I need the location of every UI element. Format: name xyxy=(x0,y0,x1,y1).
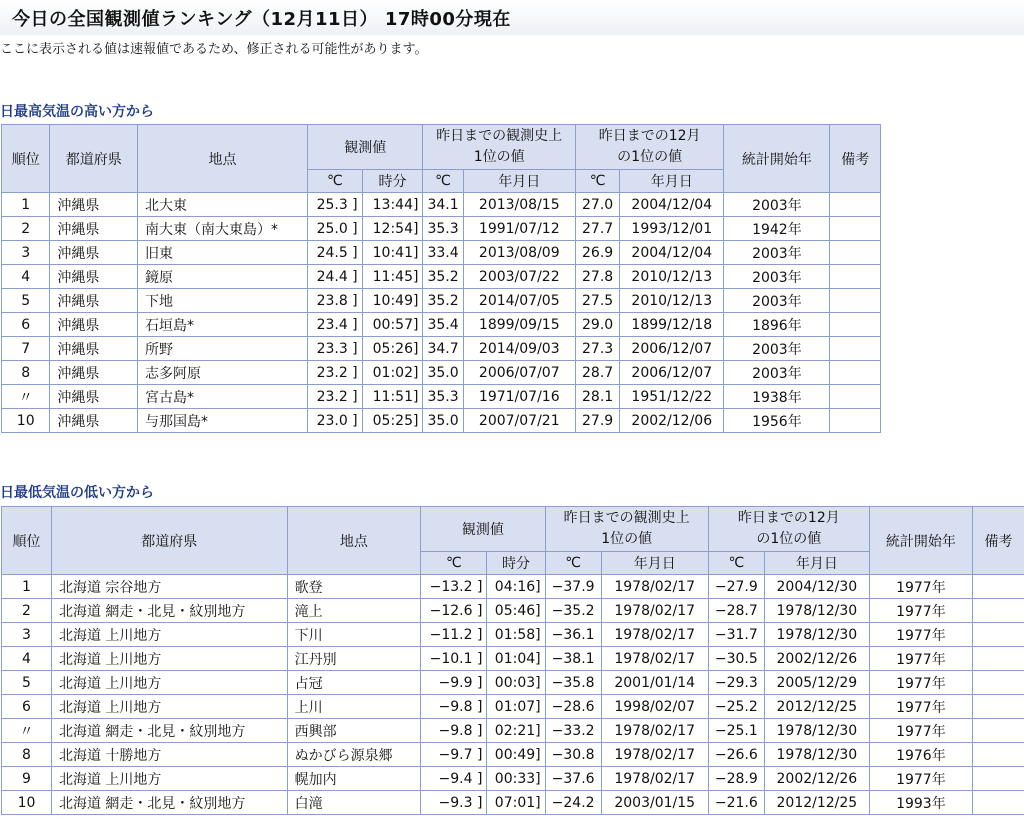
record-value-cell: −37.9 xyxy=(546,575,601,598)
record-date-cell: 1978/02/17 xyxy=(602,575,708,598)
station-cell: 所野 xyxy=(138,337,307,360)
pref-cell: 北海道 上川地方 xyxy=(52,695,287,718)
month-record-header: 昨日までの12月の1位の値 xyxy=(709,507,869,551)
observed-value-cell: −9.3 ] xyxy=(421,791,486,814)
observed-time-cell: 04:16] xyxy=(487,575,544,598)
observed-time-cell: 10:41] xyxy=(363,241,423,264)
record-value-cell: 35.3 xyxy=(423,385,462,408)
remarks-cell xyxy=(973,599,1024,622)
observed-time-cell: 13:44] xyxy=(363,193,423,216)
start-year-cell: 2003年 xyxy=(724,361,829,384)
remarks-cell xyxy=(830,385,880,408)
observed-value-cell: 23.8 ] xyxy=(308,289,362,312)
remarks-cell xyxy=(830,217,880,240)
month-celsius-header: ℃ xyxy=(576,170,619,192)
rank-cell: 8 xyxy=(2,361,49,384)
remarks-cell xyxy=(973,767,1024,790)
month-record-date-cell: 1993/12/01 xyxy=(620,217,723,240)
observed-value-cell: 24.5 ] xyxy=(308,241,362,264)
pref-cell: 北海道 上川地方 xyxy=(52,647,287,670)
table-row xyxy=(2,791,1024,814)
station-cell: 石垣島* xyxy=(138,313,307,336)
observed-time-cell: 01:04] xyxy=(487,647,544,670)
month-record-value-cell: 27.0 xyxy=(576,193,619,216)
start-year-cell: 2003年 xyxy=(724,241,829,264)
observed-time-cell: 02:21] xyxy=(487,719,544,742)
record-date-cell: 1978/02/17 xyxy=(602,743,708,766)
pref-cell: 北海道 十勝地方 xyxy=(52,743,287,766)
month-record-date-cell: 2002/12/06 xyxy=(620,409,723,432)
pref-cell: 北海道 上川地方 xyxy=(52,767,287,790)
month-record-value-cell: −21.6 xyxy=(709,791,764,814)
remarks-cell xyxy=(830,313,880,336)
observed-value-cell: −9.8 ] xyxy=(421,695,486,718)
observed-time-cell: 11:51] xyxy=(363,385,423,408)
record-date-header: 年月日 xyxy=(602,552,708,574)
page-title: 今日の全国観測値ランキング（12月11日） 17時00分現在 xyxy=(12,9,511,30)
observed-time-cell: 10:49] xyxy=(363,289,423,312)
rank-cell: 5 xyxy=(2,289,49,312)
station-cell: ぬかびら源泉郷 xyxy=(288,743,421,766)
pref-header: 都道府県 xyxy=(52,507,287,574)
record-value-cell: 35.3 xyxy=(423,217,462,240)
month-record-value-cell: 26.9 xyxy=(576,241,619,264)
start-year-cell: 1976年 xyxy=(870,743,972,766)
rank-header: 順位 xyxy=(2,507,51,574)
rank-cell: 8 xyxy=(2,743,51,766)
start-year-header: 統計開始年 xyxy=(724,125,829,192)
observed-value-cell: 23.4 ] xyxy=(308,313,362,336)
max-temp-table xyxy=(1,124,881,433)
month-record-value-cell: −25.1 xyxy=(709,719,764,742)
record-date-cell: 2007/07/21 xyxy=(464,409,575,432)
notice-text: ここに表示される値は速報値であるため、修正される可能性があります。 xyxy=(0,42,428,57)
observed-value-cell: −9.9 ] xyxy=(421,671,486,694)
month-record-value-cell: −30.5 xyxy=(709,647,764,670)
remarks-cell xyxy=(973,791,1024,814)
station-cell: 北大東 xyxy=(138,193,307,216)
table-row xyxy=(2,575,1024,598)
observed-time-cell: 12:54] xyxy=(363,217,423,240)
pref-cell: 北海道 網走・北見・紋別地方 xyxy=(52,791,287,814)
record-date-cell: 2003/01/15 xyxy=(602,791,708,814)
title-bar xyxy=(0,0,1024,35)
observed-time-cell: 00:03] xyxy=(487,671,544,694)
rank-cell: 5 xyxy=(2,671,51,694)
observed-celsius-header: ℃ xyxy=(421,552,486,574)
start-year-cell: 1977年 xyxy=(870,575,972,598)
pref-cell: 沖縄県 xyxy=(50,409,137,432)
rank-cell: 〃 xyxy=(2,719,51,742)
observed-time-cell: 05:26] xyxy=(363,337,423,360)
table-row xyxy=(2,719,1024,742)
month-record-date-cell: 2006/12/07 xyxy=(620,337,723,360)
observed-time-cell: 00:33] xyxy=(487,767,544,790)
observed-value-cell: 23.2 ] xyxy=(308,361,362,384)
table-row xyxy=(2,695,1024,718)
record-value-cell: 35.0 xyxy=(423,361,462,384)
table-row xyxy=(2,599,1024,622)
month-record-date-cell: 2002/12/26 xyxy=(765,647,869,670)
remarks-cell xyxy=(830,193,880,216)
table-row xyxy=(2,385,880,408)
observed-time-cell: 00:57] xyxy=(363,313,423,336)
pref-cell: 沖縄県 xyxy=(50,241,137,264)
record-value-cell: −36.1 xyxy=(546,623,601,646)
pref-cell: 沖縄県 xyxy=(50,313,137,336)
observed-time-cell: 01:02] xyxy=(363,361,423,384)
record-value-cell: 33.4 xyxy=(423,241,462,264)
rank-cell: 4 xyxy=(2,647,51,670)
pref-cell: 北海道 上川地方 xyxy=(52,623,287,646)
observed-celsius-header: ℃ xyxy=(308,170,362,192)
observed-value-cell: 25.0 ] xyxy=(308,217,362,240)
month-record-value-cell: 27.3 xyxy=(576,337,619,360)
pref-cell: 沖縄県 xyxy=(50,265,137,288)
pref-cell: 沖縄県 xyxy=(50,337,137,360)
record-value-cell: −38.1 xyxy=(546,647,601,670)
month-record-value-cell: 28.1 xyxy=(576,385,619,408)
observed-value-cell: −9.8 ] xyxy=(421,719,486,742)
record-date-cell: 1978/02/17 xyxy=(602,599,708,622)
record-value-cell: 35.2 xyxy=(423,289,462,312)
section-title-max: 日最高気温の高い方から xyxy=(0,104,154,120)
start-year-cell: 2003年 xyxy=(724,265,829,288)
month-record-date-cell: 1978/12/30 xyxy=(765,743,869,766)
month-celsius-header: ℃ xyxy=(709,552,764,574)
start-year-cell: 1977年 xyxy=(870,767,972,790)
record-date-cell: 1978/02/17 xyxy=(602,623,708,646)
rank-cell: 7 xyxy=(2,337,49,360)
observed-header: 観測値 xyxy=(308,125,422,169)
section-title-min: 日最低気温の低い方から xyxy=(0,485,154,501)
table-row xyxy=(2,241,880,264)
station-cell: 宮古島* xyxy=(138,385,307,408)
record-date-cell: 1998/02/07 xyxy=(602,695,708,718)
start-year-cell: 1942年 xyxy=(724,217,829,240)
month-record-value-cell: −25.2 xyxy=(709,695,764,718)
pref-cell: 沖縄県 xyxy=(50,289,137,312)
record-date-cell: 1978/02/17 xyxy=(602,647,708,670)
record-date-cell: 2001/01/14 xyxy=(602,671,708,694)
record-date-cell: 2014/07/05 xyxy=(464,289,575,312)
station-cell: 下川 xyxy=(288,623,421,646)
month-record-value-cell: −26.6 xyxy=(709,743,764,766)
rank-cell: 3 xyxy=(2,623,51,646)
start-year-cell: 1938年 xyxy=(724,385,829,408)
rank-cell: 9 xyxy=(2,767,51,790)
record-value-cell: −28.6 xyxy=(546,695,601,718)
month-record-value-cell: 28.7 xyxy=(576,361,619,384)
table-row xyxy=(2,193,880,216)
observed-time-cell: 01:58] xyxy=(487,623,544,646)
observed-time-cell: 00:49] xyxy=(487,743,544,766)
table-row xyxy=(2,671,1024,694)
month-record-date-cell: 2004/12/04 xyxy=(620,241,723,264)
month-record-date-cell: 2002/12/26 xyxy=(765,767,869,790)
station-cell: 南大東（南大東島）* xyxy=(138,217,307,240)
record-date-cell: 2013/08/15 xyxy=(464,193,575,216)
record-celsius-header: ℃ xyxy=(423,170,462,192)
month-record-value-cell: 27.9 xyxy=(576,409,619,432)
record-celsius-header: ℃ xyxy=(546,552,601,574)
station-header: 地点 xyxy=(138,125,307,192)
rank-cell: 4 xyxy=(2,265,49,288)
table-row xyxy=(2,265,880,288)
table-row xyxy=(2,743,1024,766)
pref-cell: 北海道 網走・北見・紋別地方 xyxy=(52,719,287,742)
min-temp-table xyxy=(1,506,1024,815)
month-record-value-cell: −28.9 xyxy=(709,767,764,790)
record-date-cell: 1991/07/12 xyxy=(464,217,575,240)
remarks-cell xyxy=(973,743,1024,766)
month-record-date-cell: 1978/12/30 xyxy=(765,719,869,742)
observed-time-cell: 11:45] xyxy=(363,265,423,288)
observed-time-cell: 05:25] xyxy=(363,409,423,432)
observed-value-cell: −13.2 ] xyxy=(421,575,486,598)
pref-cell: 北海道 宗谷地方 xyxy=(52,575,287,598)
record-date-cell: 2013/08/09 xyxy=(464,241,575,264)
observed-value-cell: −9.7 ] xyxy=(421,743,486,766)
table-row xyxy=(2,409,880,432)
start-year-cell: 1977年 xyxy=(870,623,972,646)
rank-cell: 1 xyxy=(2,575,51,598)
record-date-cell: 2006/07/07 xyxy=(464,361,575,384)
station-cell: 与那国島* xyxy=(138,409,307,432)
record-date-cell: 2003/07/22 xyxy=(464,265,575,288)
table-row xyxy=(2,289,880,312)
start-year-cell: 1977年 xyxy=(870,695,972,718)
month-record-date-cell: 2012/12/25 xyxy=(765,791,869,814)
rank-cell: 〃 xyxy=(2,385,49,408)
start-year-cell: 1977年 xyxy=(870,647,972,670)
start-year-cell: 1977年 xyxy=(870,671,972,694)
station-cell: 占冠 xyxy=(288,671,421,694)
table-row xyxy=(2,313,880,336)
start-year-cell: 1993年 xyxy=(870,791,972,814)
month-record-value-cell: −31.7 xyxy=(709,623,764,646)
remarks-cell xyxy=(973,647,1024,670)
observed-time-cell: 01:07] xyxy=(487,695,544,718)
record-value-cell: −35.8 xyxy=(546,671,601,694)
station-cell: 歌登 xyxy=(288,575,421,598)
start-year-header: 統計開始年 xyxy=(870,507,972,574)
month-record-date-cell: 2005/12/29 xyxy=(765,671,869,694)
record-date-cell: 1978/02/17 xyxy=(602,767,708,790)
observed-time-header: 時分 xyxy=(487,552,544,574)
remarks-cell xyxy=(973,695,1024,718)
observed-value-cell: −12.6 ] xyxy=(421,599,486,622)
remarks-cell xyxy=(973,575,1024,598)
month-record-date-cell: 1951/12/22 xyxy=(620,385,723,408)
table-row xyxy=(2,337,880,360)
station-cell: 江丹別 xyxy=(288,647,421,670)
month-record-value-cell: 27.7 xyxy=(576,217,619,240)
observed-value-cell: −10.1 ] xyxy=(421,647,486,670)
month-record-date-cell: 1978/12/30 xyxy=(765,623,869,646)
record-header: 昨日までの観測史上1位の値 xyxy=(423,125,575,169)
record-value-cell: 35.2 xyxy=(423,265,462,288)
month-date-header: 年月日 xyxy=(620,170,723,192)
observed-time-cell: 07:01] xyxy=(487,791,544,814)
record-date-cell: 2014/09/03 xyxy=(464,337,575,360)
pref-cell: 北海道 上川地方 xyxy=(52,671,287,694)
observed-time-header: 時分 xyxy=(363,170,423,192)
rank-cell: 6 xyxy=(2,695,51,718)
record-header: 昨日までの観測史上1位の値 xyxy=(546,507,708,551)
observed-value-cell: 23.2 ] xyxy=(308,385,362,408)
month-record-date-cell: 2010/12/13 xyxy=(620,289,723,312)
observed-header: 観測値 xyxy=(421,507,544,551)
record-value-cell: 35.0 xyxy=(423,409,462,432)
rank-header: 順位 xyxy=(2,125,49,192)
station-cell: 西興部 xyxy=(288,719,421,742)
rank-cell: 3 xyxy=(2,241,49,264)
pref-header: 都道府県 xyxy=(50,125,137,192)
month-record-date-cell: 1899/12/18 xyxy=(620,313,723,336)
month-record-date-cell: 2010/12/13 xyxy=(620,265,723,288)
start-year-cell: 2003年 xyxy=(724,337,829,360)
station-cell: 旧東 xyxy=(138,241,307,264)
remarks-cell xyxy=(973,671,1024,694)
month-record-date-cell: 1978/12/30 xyxy=(765,599,869,622)
station-header: 地点 xyxy=(288,507,421,574)
rank-cell: 2 xyxy=(2,217,49,240)
table-row xyxy=(2,361,880,384)
rank-cell: 2 xyxy=(2,599,51,622)
record-value-cell: −30.8 xyxy=(546,743,601,766)
station-cell: 幌加内 xyxy=(288,767,421,790)
record-value-cell: −37.6 xyxy=(546,767,601,790)
remarks-cell xyxy=(830,337,880,360)
month-record-value-cell: 27.8 xyxy=(576,265,619,288)
month-record-date-cell: 2012/12/25 xyxy=(765,695,869,718)
record-date-cell: 1899/09/15 xyxy=(464,313,575,336)
table-row xyxy=(2,647,1024,670)
start-year-cell: 2003年 xyxy=(724,289,829,312)
station-cell: 白滝 xyxy=(288,791,421,814)
table-row xyxy=(2,767,1024,790)
month-record-value-cell: 29.0 xyxy=(576,313,619,336)
remarks-header: 備考 xyxy=(830,125,880,192)
observed-value-cell: 25.3 ] xyxy=(308,193,362,216)
remarks-cell xyxy=(830,289,880,312)
month-record-value-cell: 27.5 xyxy=(576,289,619,312)
observed-value-cell: 24.4 ] xyxy=(308,265,362,288)
remarks-cell xyxy=(973,719,1024,742)
remarks-cell xyxy=(830,241,880,264)
pref-cell: 沖縄県 xyxy=(50,361,137,384)
rank-cell: 10 xyxy=(2,409,49,432)
start-year-cell: 1896年 xyxy=(724,313,829,336)
record-date-header: 年月日 xyxy=(464,170,575,192)
start-year-cell: 2003年 xyxy=(724,193,829,216)
table-row xyxy=(2,217,880,240)
start-year-cell: 1956年 xyxy=(724,409,829,432)
month-record-date-cell: 2006/12/07 xyxy=(620,361,723,384)
month-record-date-cell: 2004/12/30 xyxy=(765,575,869,598)
remarks-header: 備考 xyxy=(973,507,1024,574)
remarks-cell xyxy=(973,623,1024,646)
rank-cell: 6 xyxy=(2,313,49,336)
month-record-value-cell: −29.3 xyxy=(709,671,764,694)
pref-cell: 沖縄県 xyxy=(50,193,137,216)
observed-value-cell: 23.3 ] xyxy=(308,337,362,360)
month-record-date-cell: 2004/12/04 xyxy=(620,193,723,216)
start-year-cell: 1977年 xyxy=(870,719,972,742)
record-value-cell: 34.1 xyxy=(423,193,462,216)
month-record-value-cell: −27.9 xyxy=(709,575,764,598)
month-record-value-cell: −28.7 xyxy=(709,599,764,622)
station-cell: 上川 xyxy=(288,695,421,718)
record-value-cell: −33.2 xyxy=(546,719,601,742)
record-date-cell: 1971/07/16 xyxy=(464,385,575,408)
table-row xyxy=(2,623,1024,646)
remarks-cell xyxy=(830,409,880,432)
record-value-cell: 34.7 xyxy=(423,337,462,360)
month-date-header: 年月日 xyxy=(765,552,869,574)
observed-value-cell: 23.0 ] xyxy=(308,409,362,432)
record-value-cell: 35.4 xyxy=(423,313,462,336)
station-cell: 志多阿原 xyxy=(138,361,307,384)
rank-cell: 10 xyxy=(2,791,51,814)
month-record-header: 昨日までの12月の1位の値 xyxy=(576,125,723,169)
pref-cell: 沖縄県 xyxy=(50,217,137,240)
record-value-cell: −24.2 xyxy=(546,791,601,814)
observed-value-cell: −9.4 ] xyxy=(421,767,486,790)
observed-time-cell: 05:46] xyxy=(487,599,544,622)
station-cell: 滝上 xyxy=(288,599,421,622)
record-date-cell: 1978/02/17 xyxy=(602,719,708,742)
pref-cell: 北海道 網走・北見・紋別地方 xyxy=(52,599,287,622)
observed-value-cell: −11.2 ] xyxy=(421,623,486,646)
remarks-cell xyxy=(830,265,880,288)
station-cell: 鏡原 xyxy=(138,265,307,288)
start-year-cell: 1977年 xyxy=(870,599,972,622)
remarks-cell xyxy=(830,361,880,384)
pref-cell: 沖縄県 xyxy=(50,385,137,408)
record-value-cell: −35.2 xyxy=(546,599,601,622)
station-cell: 下地 xyxy=(138,289,307,312)
rank-cell: 1 xyxy=(2,193,49,216)
